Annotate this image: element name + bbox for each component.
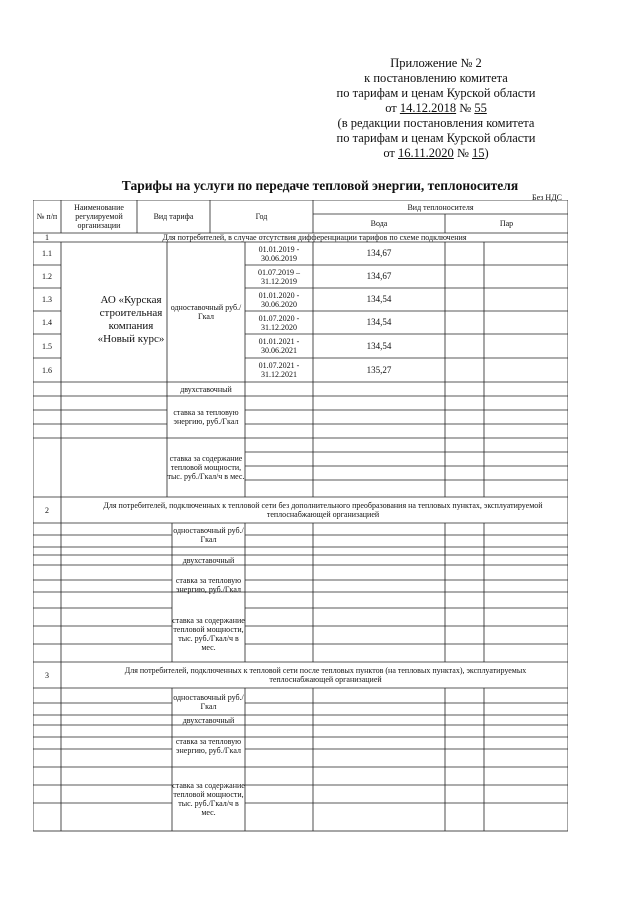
page-title: Тарифы на услуги по передаче тепловой энергии, теплоносителя [121,178,519,193]
water-tariff-value: 134,54 [366,317,392,327]
row-number: 1.1 [42,249,52,258]
period: 01.07.2019 – 31.12.2019 [258,267,300,286]
col-header-number: № п/п [36,212,58,221]
tariff-type-two-part: двухставочный [180,384,232,394]
tariff-type-two-part: двухставочный [182,715,235,725]
rate-energy-label: ставка за тепловую энергию, руб./Гкал [175,737,242,755]
period: 01.07.2020 - 31.12.2020 [258,313,300,332]
row-number: 1.3 [42,295,52,304]
col-header-organization: Наименование регулируемой организации [74,203,124,230]
tariff-type-one-part: одноставочный руб./Гкал [173,526,244,544]
tariff-type-one-part: одноставочный руб./Гкал [173,692,244,711]
water-tariff-value: 134,67 [366,248,392,258]
header-line: (в редакции постановления комитета [337,116,535,130]
col-header-year: Год [255,212,268,221]
col-header-water: Вода [370,219,388,228]
col-header-heat-carrier: Вид теплоносителя [407,202,474,212]
row-number: 1.6 [42,365,52,375]
rate-capacity-label: ставка за содержание тепловой мощности, тыс. руб./Гкал/ч в мес. [172,781,245,817]
rate-capacity-label: ставка за содержание тепловой мощности, тыс. руб./Гкал/ч в мес. [167,454,245,481]
rate-capacity-label: ставка за содержание тепловой мощности, тыс. руб./Гкал/ч в мес. [172,616,245,652]
period: 01.01.2020 - 30.06.2020 [258,290,300,309]
header-line: к постановлению комитета [364,71,508,85]
tariff-type-two-part: двухставочный [182,555,235,565]
decree-date: 14.12.2018 [399,101,457,115]
water-tariff-value: 135,27 [366,364,392,375]
tariff-type-one-part: одноставочный руб./Гкал [170,303,242,321]
header-line: по тарифам и ценам Курской области [336,86,536,100]
row-number: 1.5 [42,341,52,351]
period: 01.07.2021 - 31.12.2021 [258,361,300,379]
decree-number: 55 [474,101,487,115]
revision-date: 16.11.2020 [398,146,454,160]
vat-note: Без НДС [532,193,562,202]
organization-name: АО «Курская строительная компания «Новый курс» [97,294,165,345]
period: 01.01.2019 - 30.06.2019 [258,244,300,263]
section-title: Для потребителей, в случае отсутствия дифференциации тарифов по схеме подключения [162,233,467,242]
col-header-steam: Пар [499,219,514,228]
row-number: 1.4 [42,318,52,327]
header-date-line: от 16.11.2020 № 15) [383,146,489,160]
section-title: Для потребителей, подключенных к тепловой сети без дополнительного преобразования на тепловых пунктах, эксплуатируемой теплоснабжающей организацией [103,501,543,519]
rate-energy-label: ставка за тепловую энергию, руб./Гкал [175,576,242,594]
col-header-tariff-type: Вид тарифа [153,212,194,221]
section-title: Для потребителей, подключенных к тепловой сети после тепловых пунктов (на тепловых пунктах), эксплуатируемых теплоснабжающей организацией [124,666,527,684]
section-number: 1 [45,233,49,242]
period: 01.01.2021 - 30.06.2021 [258,337,300,355]
tariff-table [33,200,568,832]
revision-number: 15 [472,146,485,160]
section-number: 2 [45,505,49,515]
row-number: 1.2 [42,272,52,281]
water-tariff-value: 134,54 [366,294,392,304]
header-date-line: от 14.12.2018 № 55 [385,101,487,115]
water-tariff-value: 134,54 [366,340,392,351]
water-tariff-value: 134,67 [366,271,392,281]
header-line: по тарифам и ценам Курской области [336,131,536,145]
section-number: 3 [45,670,49,680]
appendix-label: Приложение № 2 [390,56,482,70]
document-header [306,56,566,161]
rate-energy-label: ставка за тепловую энергию, руб./Гкал [173,408,239,426]
